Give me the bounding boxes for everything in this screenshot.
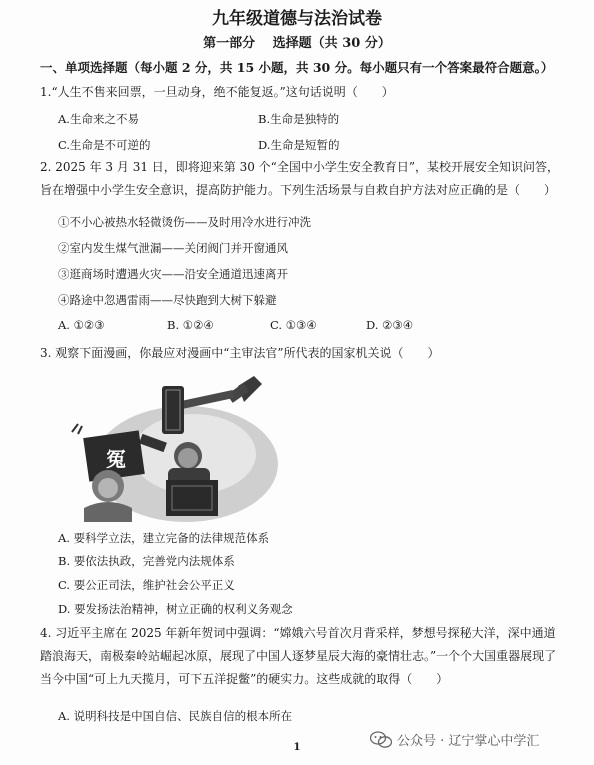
question-3-option-a: A. 要科学立法，建立完备的法律规范体系 — [58, 531, 270, 545]
question-1-option-b: B.生命是独特的 — [258, 112, 340, 126]
question-2-option-a: A. ①②③ — [58, 318, 105, 332]
part-heading: 第一部分 选择题（共 30 分） — [203, 36, 391, 51]
question-2-item-3: ③逛商场时遭遇火灾——沿安全通道迅速离开 — [58, 267, 288, 281]
question-1-option-c: C.生命是不可逆的 — [58, 138, 151, 152]
cartoon-sign-text: 冤 — [106, 447, 126, 471]
question-2-item-4: ④路途中忽遇雷雨——尽快跑到大树下躲避 — [58, 293, 277, 307]
wechat-icon — [370, 731, 392, 749]
question-2-option-d: D. ②③④ — [366, 318, 414, 332]
question-1-stem: 1.“人生不售来回票，一旦动身，绝不能复返。”这句话说明（ ） — [40, 85, 394, 99]
question-2-item-2: ②室内发生煤气泄漏——关闭阀门并开窗通风 — [58, 241, 288, 255]
watermark — [370, 730, 539, 749]
question-3-option-d: D. 要发扬法治精神，树立正确的权利义务观念 — [58, 602, 293, 616]
question-2-item-1: ①不小心被热水轻微烫伤——及时用冷水进行冲洗 — [58, 215, 311, 229]
question-2-option-c: C. ①③④ — [270, 318, 317, 332]
question-2-option-b: B. ①②④ — [167, 318, 214, 332]
question-3-stem: 3. 观察下面漫画，你最应对漫画中“主审法官”所代表的国家机关说（ ） — [40, 346, 440, 360]
cartoon-image — [68, 368, 280, 526]
question-3-option-c: C. 要公正司法，维护社会公平正义 — [58, 578, 235, 592]
page-number: 1 — [293, 742, 301, 753]
question-2-stem: 2. 2025 年 3 月 31 日，即将迎来第 30 个“全国中小学生安全教育日”，某校开展安全知识问答，旨在增强中小学生安全意识，提高防护能力。下列生活场景与自救自护方法对应正确的是（ ） — [40, 160, 559, 197]
question-4-stem: 4. 习近平主席在 2025 年新年贺词中强调：“嫦娥六号首次月背采样，梦想号探秘大洋，深中通道踏浪海天，南极秦岭站崛起冰原，展现了中国人逐梦星辰大海的豪情壮志。”一个个大国重器展现了当今中国“可上九天揽月，可下五洋捉鳖”的硬实力。这些成就的取得（ ） — [40, 626, 557, 686]
question-3-option-b: B. 要依法执政，完善党内法规体系 — [58, 554, 235, 568]
section-heading: 一、单项选择题（每小题 2 分，共 15 小题，共 30 分。每小题只有一个答案最符合题意。） — [40, 60, 554, 75]
question-1-option-d: D.生命是短暂的 — [258, 138, 340, 152]
question-4-option-a: A. 说明科技是中国自信、民族自信的根本所在 — [58, 709, 293, 723]
question-1-option-a: A.生命来之不易 — [58, 112, 139, 126]
page-title: 九年级道德与法治试卷 — [212, 9, 382, 29]
watermark-text: 公众号 · 辽宁掌心中学汇 — [397, 734, 540, 749]
